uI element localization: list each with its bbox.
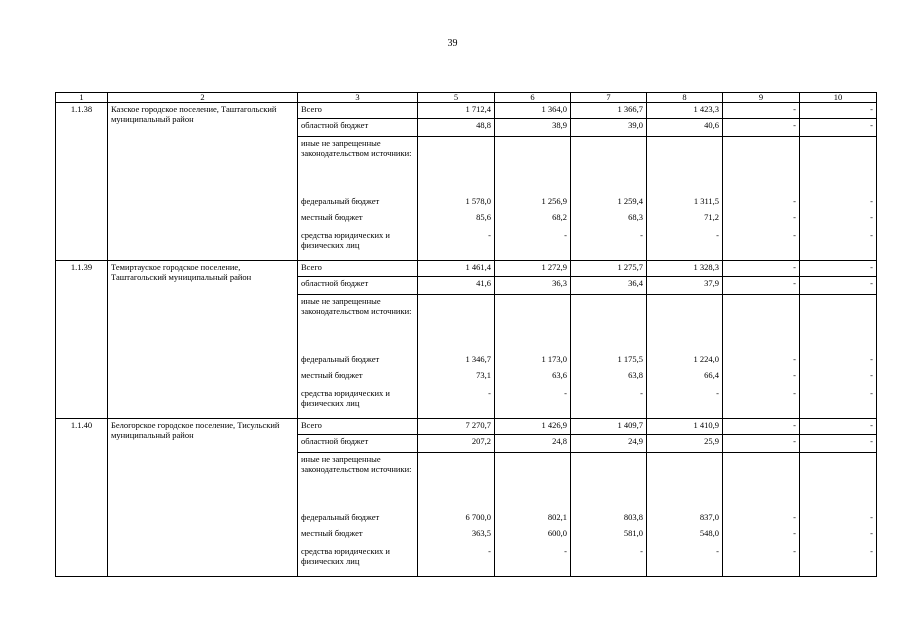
- value-cell: -: [571, 545, 647, 577]
- funding-source-label: федеральный бюджет: [298, 353, 418, 369]
- funding-source-label: средства юридических и физических лиц: [298, 387, 418, 419]
- value-cell: -: [800, 435, 877, 453]
- value-cell: -: [723, 387, 800, 419]
- funding-source-label: областной бюджет: [298, 119, 418, 137]
- column-number: 2: [108, 93, 298, 103]
- value-cell: 36,3: [495, 277, 571, 295]
- value-cell: 1 175,5: [571, 353, 647, 369]
- value-cell: -: [723, 527, 800, 545]
- value-cell: [800, 453, 877, 511]
- value-cell: -: [800, 369, 877, 387]
- funding-source-label: Всего: [298, 103, 418, 119]
- value-cell: [800, 295, 877, 353]
- column-number: 6: [495, 93, 571, 103]
- funding-source-label: местный бюджет: [298, 369, 418, 387]
- value-cell: 1 328,3: [647, 261, 723, 277]
- value-cell: 1 311,5: [647, 195, 723, 211]
- value-cell: -: [723, 545, 800, 577]
- value-cell: 600,0: [495, 527, 571, 545]
- value-cell: [571, 137, 647, 195]
- budget-table: [55, 92, 877, 577]
- value-cell: 7 270,7: [418, 419, 495, 435]
- value-cell: 1 224,0: [647, 353, 723, 369]
- value-cell: -: [723, 435, 800, 453]
- value-cell: 41,6: [418, 277, 495, 295]
- value-cell: -: [723, 211, 800, 229]
- value-cell: [571, 453, 647, 511]
- value-cell: 1 410,9: [647, 419, 723, 435]
- value-cell: 25,9: [647, 435, 723, 453]
- funding-source-label: иные не запрещенные законодательством источники:: [298, 295, 418, 353]
- value-cell: 581,0: [571, 527, 647, 545]
- value-cell: -: [800, 195, 877, 211]
- value-cell: [723, 137, 800, 195]
- value-cell: -: [800, 261, 877, 277]
- value-cell: -: [418, 229, 495, 261]
- value-cell: -: [800, 229, 877, 261]
- value-cell: -: [800, 353, 877, 369]
- value-cell: 207,2: [418, 435, 495, 453]
- value-cell: [571, 295, 647, 353]
- value-cell: -: [723, 511, 800, 527]
- value-cell: [800, 137, 877, 195]
- value-cell: [418, 453, 495, 511]
- value-cell: -: [800, 119, 877, 137]
- value-cell: 1 461,4: [418, 261, 495, 277]
- value-cell: -: [800, 419, 877, 435]
- funding-source-label: Всего: [298, 419, 418, 435]
- column-number: 9: [723, 93, 800, 103]
- value-cell: -: [723, 369, 800, 387]
- value-cell: [647, 453, 723, 511]
- value-cell: -: [418, 387, 495, 419]
- page-number: 39: [447, 38, 458, 49]
- section-name: Темиртауское городское поселение, Таштагольский муниципальный район: [108, 261, 298, 419]
- section-code: 1.1.40: [56, 419, 108, 577]
- value-cell: -: [800, 211, 877, 229]
- value-cell: 1 712,4: [418, 103, 495, 119]
- value-cell: -: [800, 511, 877, 527]
- value-cell: 40,6: [647, 119, 723, 137]
- value-cell: 68,3: [571, 211, 647, 229]
- value-cell: -: [800, 387, 877, 419]
- value-cell: -: [571, 229, 647, 261]
- funding-source-label: местный бюджет: [298, 211, 418, 229]
- funding-source-label: федеральный бюджет: [298, 195, 418, 211]
- table-row: [56, 261, 877, 277]
- column-number: 1: [56, 93, 108, 103]
- column-number: 7: [571, 93, 647, 103]
- value-cell: -: [723, 119, 800, 137]
- value-cell: 548,0: [647, 527, 723, 545]
- value-cell: -: [800, 527, 877, 545]
- value-cell: -: [647, 229, 723, 261]
- value-cell: 1 272,9: [495, 261, 571, 277]
- value-cell: -: [495, 387, 571, 419]
- value-cell: -: [647, 387, 723, 419]
- value-cell: [495, 137, 571, 195]
- funding-source-label: местный бюджет: [298, 527, 418, 545]
- column-number: 5: [418, 93, 495, 103]
- value-cell: [495, 453, 571, 511]
- value-cell: -: [647, 545, 723, 577]
- value-cell: 1 409,7: [571, 419, 647, 435]
- value-cell: 36,4: [571, 277, 647, 295]
- value-cell: 802,1: [495, 511, 571, 527]
- value-cell: -: [571, 387, 647, 419]
- funding-source-label: средства юридических и физических лиц: [298, 545, 418, 577]
- value-cell: 37,9: [647, 277, 723, 295]
- funding-source-label: федеральный бюджет: [298, 511, 418, 527]
- value-cell: 1 578,0: [418, 195, 495, 211]
- value-cell: [418, 295, 495, 353]
- value-cell: -: [723, 229, 800, 261]
- funding-source-label: иные не запрещенные законодательством источники:: [298, 453, 418, 511]
- column-number: 10: [800, 93, 877, 103]
- value-cell: -: [800, 277, 877, 295]
- value-cell: 1 259,4: [571, 195, 647, 211]
- value-cell: 363,5: [418, 527, 495, 545]
- value-cell: 85,6: [418, 211, 495, 229]
- section-code: 1.1.38: [56, 103, 108, 261]
- value-cell: 68,2: [495, 211, 571, 229]
- value-cell: -: [723, 277, 800, 295]
- value-cell: 1 426,9: [495, 419, 571, 435]
- funding-source-label: областной бюджет: [298, 277, 418, 295]
- value-cell: -: [723, 103, 800, 119]
- value-cell: -: [723, 195, 800, 211]
- value-cell: 1 364,0: [495, 103, 571, 119]
- value-cell: 48,8: [418, 119, 495, 137]
- value-cell: 1 423,3: [647, 103, 723, 119]
- value-cell: 39,0: [571, 119, 647, 137]
- value-cell: 1 366,7: [571, 103, 647, 119]
- value-cell: [647, 137, 723, 195]
- funding-source-label: средства юридических и физических лиц: [298, 229, 418, 261]
- table-row: [56, 419, 877, 435]
- value-cell: 1 346,7: [418, 353, 495, 369]
- column-number: 8: [647, 93, 723, 103]
- funding-source-label: иные не запрещенные законодательством источники:: [298, 137, 418, 195]
- table-row: [56, 103, 877, 119]
- value-cell: [647, 295, 723, 353]
- section-name: Казское городское поселение, Таштагольский муниципальный район: [108, 103, 298, 261]
- value-cell: -: [495, 229, 571, 261]
- value-cell: -: [800, 545, 877, 577]
- value-cell: [495, 295, 571, 353]
- value-cell: 63,6: [495, 369, 571, 387]
- funding-source-label: областной бюджет: [298, 435, 418, 453]
- value-cell: [418, 137, 495, 195]
- value-cell: -: [495, 545, 571, 577]
- funding-source-label: Всего: [298, 261, 418, 277]
- value-cell: 73,1: [418, 369, 495, 387]
- value-cell: -: [418, 545, 495, 577]
- value-cell: 6 700,0: [418, 511, 495, 527]
- value-cell: 24,9: [571, 435, 647, 453]
- value-cell: 24,8: [495, 435, 571, 453]
- value-cell: 38,9: [495, 119, 571, 137]
- value-cell: -: [723, 353, 800, 369]
- value-cell: 837,0: [647, 511, 723, 527]
- value-cell: 66,4: [647, 369, 723, 387]
- column-number: 3: [298, 93, 418, 103]
- value-cell: -: [800, 103, 877, 119]
- value-cell: 71,2: [647, 211, 723, 229]
- value-cell: 803,8: [571, 511, 647, 527]
- value-cell: 1 256,9: [495, 195, 571, 211]
- section-name: Белогорское городское поселение, Тисульский муниципальный район: [108, 419, 298, 577]
- value-cell: -: [723, 419, 800, 435]
- value-cell: [723, 453, 800, 511]
- value-cell: -: [723, 261, 800, 277]
- value-cell: 1 275,7: [571, 261, 647, 277]
- value-cell: 1 173,0: [495, 353, 571, 369]
- value-cell: [723, 295, 800, 353]
- section-code: 1.1.39: [56, 261, 108, 419]
- value-cell: 63,8: [571, 369, 647, 387]
- column-number-row: [56, 93, 877, 103]
